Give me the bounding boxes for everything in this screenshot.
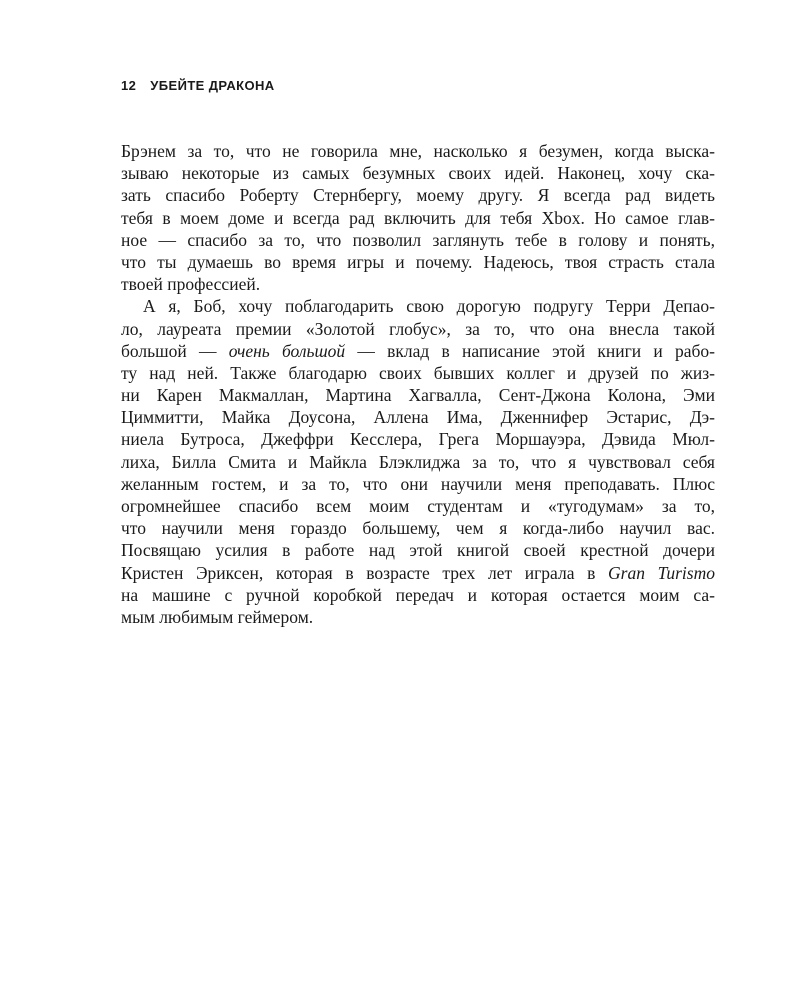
- text-line: [121, 517, 715, 539]
- text-segment: зываю некоторые из самых безумных своих идей. Наконец, хочу ска-: [121, 163, 715, 184]
- text-segment: — вклад в написание этой книги и рабо-: [345, 340, 715, 361]
- text-segment: ное — спасибо за то, что позволил заглянуть тебе в голову и понять,: [121, 229, 715, 250]
- text-line: [121, 318, 715, 340]
- text-segment: зать спасибо Роберту Стернбергу, моему другу. Я всегда рад видеть: [121, 185, 715, 206]
- text-line: [121, 384, 715, 406]
- text-line: [121, 584, 715, 606]
- text-segment: Кристен Эриксен, которая в возрасте трех лет играла в: [121, 562, 609, 583]
- text-line: [121, 562, 715, 584]
- text-line: [121, 406, 715, 428]
- text-line: [121, 162, 715, 184]
- text-segment: Брэнем за то, что не говорила мне, насколько я безумен, когда выска-: [121, 141, 715, 161]
- text-line: [121, 451, 715, 473]
- italic-text-segment: очень большой: [228, 340, 346, 361]
- text-segment: А я, Боб, хочу поблагодарить свою дорогую подругу Терри Депао-: [143, 296, 715, 317]
- text-segment: мым любимым геймером.: [121, 606, 314, 627]
- text-line: [121, 184, 715, 206]
- text-segment: ту над ней. Также благодарю своих бывших коллег и друзей по жиз-: [121, 362, 715, 383]
- text-segment: ниела Бутроса, Джеффри Кесслера, Грега Моршауэра, Дэвида Мюл-: [121, 429, 715, 450]
- running-head: [121, 78, 275, 93]
- text-line: [121, 207, 715, 229]
- text-line: [121, 295, 715, 317]
- running-title: УБЕЙТЕ ДРАКОНА: [150, 78, 275, 93]
- text-line: [121, 229, 715, 251]
- text-segment: большой —: [121, 340, 229, 361]
- text-line: [121, 495, 715, 517]
- text-line: [121, 273, 715, 295]
- text-segment: твоей профессией.: [121, 274, 261, 295]
- text-line: [121, 539, 715, 561]
- text-segment: тебя в моем доме и всегда рад включить для тебя Xbox. Но самое глав-: [121, 207, 715, 228]
- text-segment: на машине с ручной коробкой передач и которая остается моим са-: [121, 584, 715, 605]
- text-segment: лиха, Билла Смита и Майкла Блэклиджа за то, что я чувствовал себя: [121, 451, 715, 472]
- text-segment: желанным гостем, и за то, что они научили меня преподавать. Плюс: [121, 473, 715, 494]
- text-segment: что ты думаешь во время игры и почему. Надеюсь, твоя страсть стала: [121, 251, 715, 272]
- text-line: [121, 473, 715, 495]
- text-segment: что научили меня гораздо большему, чем я когда-либо научил вас.: [121, 518, 715, 539]
- text-line: [121, 340, 715, 362]
- text-line: [121, 606, 715, 628]
- text-segment: огромнейшее спасибо всем моим студентам и «тугодумам» за то,: [121, 496, 715, 516]
- body-text: [121, 140, 715, 628]
- text-line: [121, 251, 715, 273]
- text-segment: ло, лауреата премии «Золотой глобус», за то, что она внесла такой: [121, 318, 715, 339]
- text-line: [121, 428, 715, 450]
- page-number: 12: [121, 78, 137, 93]
- text-segment: Циммитти, Майка Доусона, Аллена Има, Дженнифер Эстарис, Дэ-: [121, 407, 715, 428]
- text-segment: Посвящаю усилия в работе над этой книгой своей крестной дочери: [121, 540, 715, 561]
- text-segment: ни Карен Макмаллан, Мартина Хагвалла, Сент-Джона Колона, Эми: [121, 385, 715, 406]
- text-line: [121, 362, 715, 384]
- text-line: [121, 140, 715, 162]
- italic-text-segment: Gran Turismo: [608, 562, 715, 583]
